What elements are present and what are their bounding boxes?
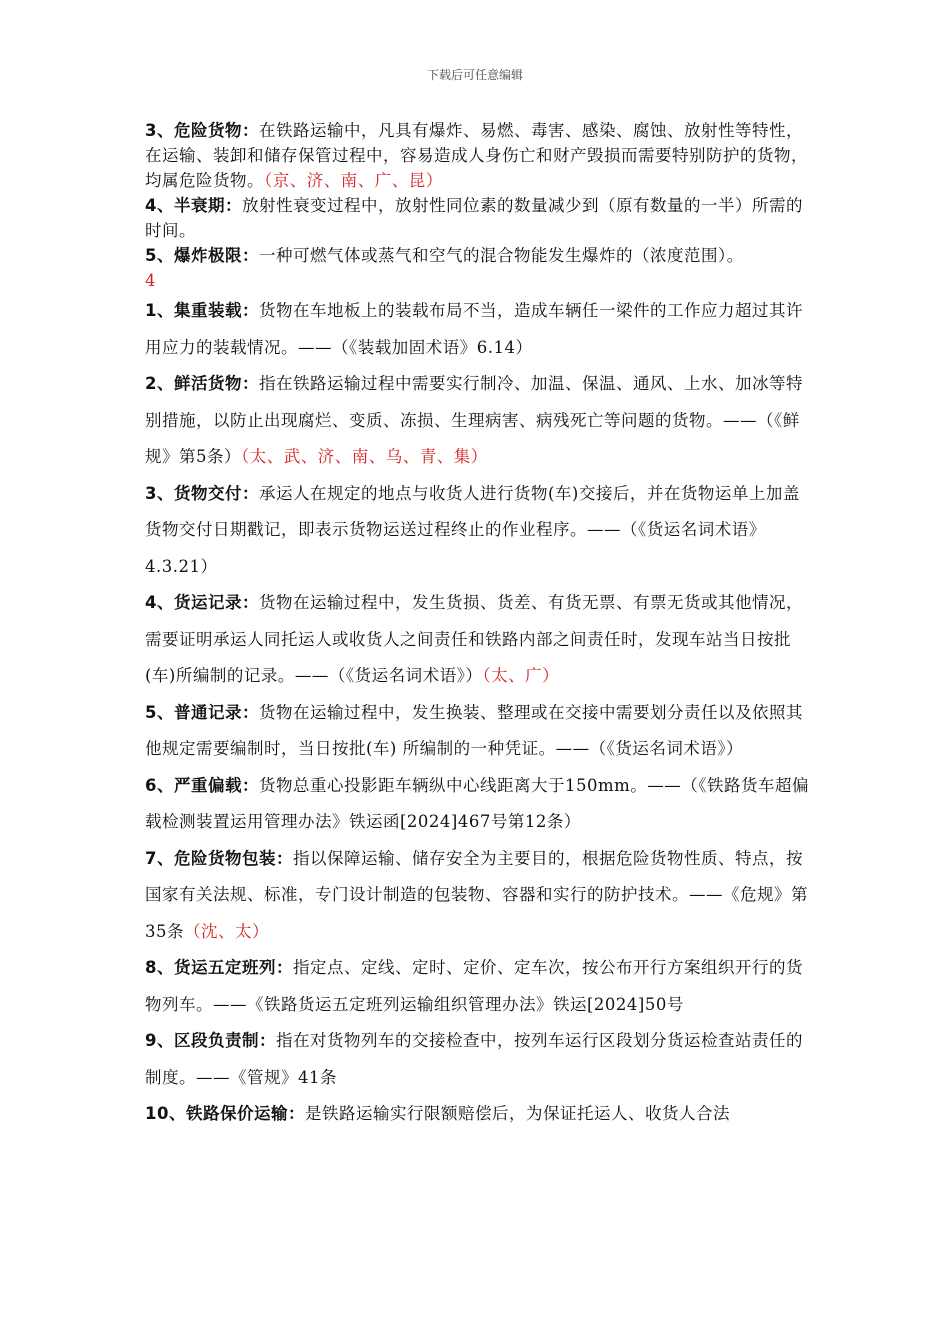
document-body — [145, 118, 813, 1133]
definition-term: 2、鲜活货物： — [145, 374, 259, 393]
page-header: 下载后可任意编辑 — [426, 68, 523, 82]
definition-text: 指定点、定线、定时、定价、定车次，按公布开行方案组织开行的货物列车。——《铁路货运五定班列运输组织管理办法》铁运[2024]50号 — [145, 958, 803, 1014]
definition-item — [145, 695, 813, 768]
definition-term: 3、货物交付： — [145, 483, 259, 503]
source-note: （沈、太） — [184, 921, 269, 941]
definition-term: 1、集重装载： — [145, 301, 259, 320]
definition-text: 在铁路运输中，凡具有爆炸、易燃、毒害、感染、腐蚀、放射性等特性，在运输、装卸和储存保管过程中，容易造成人身伤亡和财产毁损而需要特别防护的货物，均属危险货物。 — [145, 121, 808, 190]
definition-item — [145, 243, 813, 268]
source-note: （太、广） — [482, 666, 560, 685]
definition-item — [145, 193, 813, 243]
definition-item — [145, 366, 813, 476]
source-note: （太、武、济、南、乌、青、集） — [241, 447, 488, 466]
source-note: （京、济、南、广、昆） — [264, 171, 443, 190]
definition-item — [145, 1096, 813, 1133]
definition-term: 10、铁路保价运输： — [145, 1104, 305, 1123]
definition-text: 指在对货物列车的交接检查中，按列车运行区段划分货运检查站责任的制度。——《管规》41条 — [145, 1031, 803, 1087]
definition-text: 货物在运输过程中，发生换装、整理或在交接中需要划分责任以及依照其他规定需要编制时，当日按批(车) 所编制的一种凭证。——（《货运名词术语》） — [145, 702, 803, 758]
definition-item — [145, 768, 813, 841]
definition-item — [145, 841, 813, 951]
definition-term: 3、危险货物： — [145, 121, 259, 140]
definition-item — [145, 293, 813, 366]
definition-text: 货物在运输过程中，发生货损、货差、有货无票、有票无货或其他情况，需要证明承运人同托运人或收货人之间责任和铁路内部之间责任时，发现车站当日按批(车)所编制的记录。——（《货运名词术语》） — [145, 593, 803, 685]
definition-term: 9、区段负责制： — [145, 1031, 276, 1050]
definition-term: 5、爆炸极限： — [145, 246, 259, 265]
definition-item — [145, 476, 813, 586]
definition-term: 4、货运记录： — [145, 593, 259, 612]
definition-text: 是铁路运输实行限额赔偿后，为保证托运人、收货人合法 — [304, 1104, 730, 1123]
definition-term: 8、货运五定班列： — [145, 958, 293, 977]
definition-text: 货物在车地板上的装载布局不当，造成车辆任一梁件的工作应力超过其许用应力的装载情况。——（《装载加固术语》6.14） — [145, 301, 803, 357]
definition-text: 指在铁路运输过程中需要实行制冷、加温、保温、通风、上水、加冰等特别措施，以防止出现腐烂、变质、冻损、生理病害、病残死亡等问题的货物。——（《鲜规》第5条） — [145, 374, 803, 466]
definition-item — [145, 1023, 813, 1096]
definition-text: 一种可燃气体或蒸气和空气的混合物能发生爆炸的（浓度范围）。 — [258, 246, 744, 265]
definition-term: 6、严重偏载： — [145, 775, 259, 795]
definition-text: 放射性衰变过程中，放射性同位素的数量减少到（原有数量的一半）所需的时间。 — [145, 196, 803, 240]
definition-item — [145, 950, 813, 1023]
definition-item — [145, 118, 813, 193]
definition-text: 指以保障运输、储存安全为主要目的，根据危险货物性质、特点，按国家有关法规、标准，专门设计制造的包装物、容器和实行的防护技术。——《危规》第35条 — [145, 848, 808, 941]
definition-text: 货物总重心投影距车辆纵中心线距离大于150mm。——（《铁路货车超偏载检测装置运用管理办法》铁运函[2024]467号第12条） — [145, 775, 810, 831]
definition-item — [145, 585, 813, 695]
definition-text: 承运人在规定的地点与收货人进行货物(车)交接后，并在货物运单上加盖货物交付日期戳记，即表示货物运送过程终止的作业程序。——（《货运名词术语》4.3.21） — [145, 483, 800, 576]
definition-term: 5、普通记录： — [145, 702, 259, 722]
section-marker: 4 — [145, 271, 156, 290]
definition-term: 7、危险货物包装： — [145, 848, 293, 868]
definition-term: 4、半衰期： — [145, 196, 242, 215]
